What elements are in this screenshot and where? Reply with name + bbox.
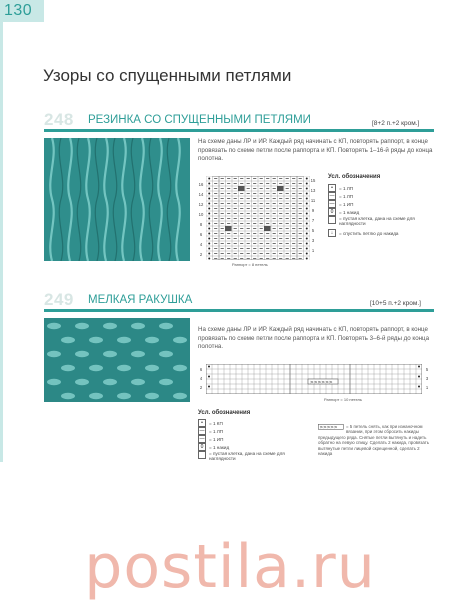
svg-text:>>>>>>: >>>>>> <box>310 380 333 386</box>
row-number: 2 <box>199 252 203 257</box>
legend-item: 0 = 1 накид <box>198 443 318 451</box>
legend-item: — = 1 ЛП <box>329 193 354 199</box>
row-number: 8 <box>199 222 203 227</box>
row-number: 7 <box>311 218 315 223</box>
row-number: 16 <box>198 182 204 187</box>
row-number: 11 <box>310 198 316 203</box>
note-text: = 5 петель снять, как при изнаночном вязании, при этом сбросить накиды предыдущего ряда. Снятые петли вытянуть и надеть обратно на левую спицу. Сделать 2 накида, провязать вытянутые петли лицевой скрещенной, сделать 2 накида <box>318 424 429 457</box>
row-number: 4 <box>199 242 203 247</box>
legend-item: — = 1 ИП <box>329 201 354 207</box>
svg-text:>>>>>: >>>>> <box>319 425 338 430</box>
row-number: 3 <box>425 376 429 381</box>
section-rapport: [10+5 п.+2 кром.] <box>370 300 421 307</box>
knit-sample-photo <box>44 138 190 261</box>
rapport-label: Раппорт = 10 петель <box>324 397 362 402</box>
legend-symbol: ↓ <box>328 229 336 237</box>
row-number: 4 <box>199 376 203 381</box>
legend-title: Усл. обозначения <box>198 410 251 416</box>
row-number: 1 <box>425 385 429 390</box>
legend-symbol: — <box>329 201 335 207</box>
legend-item: = пустая клетка, дана на схеме для наглядности <box>198 451 318 464</box>
page-title: Узоры со спущенными петлями <box>43 66 292 85</box>
legend-symbol: — <box>329 193 335 199</box>
watermark <box>0 520 460 613</box>
row-number: 6 <box>199 367 203 372</box>
section-description: На схеме даны ЛР и ИР. Каждый ряд начинать с КП, повторять раппорт, в конце провязать по схеме петли после раппорта и КП. Повторять 1–16-й ряды до конца полотна. <box>198 138 433 163</box>
knitting-chart <box>198 362 434 410</box>
legend-item: 0 = 1 накид <box>328 208 438 216</box>
section-title: РЕЗИНКА СО СПУЩЕННЫМИ ПЕТЛЯМИ <box>88 114 311 126</box>
legend-item: = пустая клетка, дана на схеме для наглядности <box>328 216 438 229</box>
knit-sample-photo <box>44 318 190 402</box>
legend-symbol <box>328 216 336 224</box>
legend-symbol: — <box>199 436 205 442</box>
section-number: 248 <box>44 110 74 129</box>
legend-item: — = 1 ИП <box>199 436 224 442</box>
section-divider <box>44 129 434 132</box>
section-rapport: [8+2 п.+2 кром.] <box>372 120 420 127</box>
legend-item: — = 1 ЛП <box>199 428 224 434</box>
watermark-text: postila.ru <box>84 531 376 602</box>
legend-symbol: — <box>199 428 205 434</box>
legend-item: • = 1 КП <box>198 419 318 427</box>
margin-rule <box>0 22 3 462</box>
legend-item: • = 1 ЛП <box>328 184 438 192</box>
row-number: 6 <box>199 232 203 237</box>
legend-note <box>318 424 434 456</box>
legend-symbol: 0 <box>328 208 336 216</box>
page-number: 130 <box>4 2 33 19</box>
section-divider <box>44 309 434 312</box>
section-number: 249 <box>44 290 74 309</box>
slip-stitch-symbol <box>318 424 344 430</box>
legend-symbol: 0 <box>198 443 206 451</box>
knit-texture <box>44 138 190 261</box>
legend-symbol: • <box>328 184 336 192</box>
legend <box>198 410 318 464</box>
row-number: 9 <box>311 208 315 213</box>
row-number: 15 <box>310 178 316 183</box>
row-number: 14 <box>198 192 204 197</box>
chart-grid <box>206 176 310 260</box>
row-number: 5 <box>425 367 429 372</box>
row-number: 12 <box>198 202 204 207</box>
row-number: 5 <box>311 228 315 233</box>
legend-title: Усл. обозначения <box>328 174 381 180</box>
knitting-chart <box>198 174 318 270</box>
row-number: 10 <box>198 212 204 217</box>
chart-grid <box>206 364 422 394</box>
legend-symbol <box>198 451 206 459</box>
row-number: 13 <box>310 188 316 193</box>
knit-texture <box>44 318 190 402</box>
section-title: МЕЛКАЯ РАКУШКА <box>88 294 193 306</box>
row-number: 1 <box>311 248 315 253</box>
legend <box>328 174 438 237</box>
row-number: 3 <box>311 238 315 243</box>
legend-symbol: • <box>198 419 206 427</box>
legend-item: ↓ = спустить петлю до накида <box>328 229 438 237</box>
row-number: 2 <box>199 385 203 390</box>
rapport-label: Раппорт = 8 петель <box>232 262 268 267</box>
section-description: На схеме даны ЛР и ИР. Каждый ряд начинать с КП, повторять раппорт, в конце провязать по схеме петли после раппорта и КП. Повторять 3–6-й ряды до конца полотна. <box>198 326 430 351</box>
